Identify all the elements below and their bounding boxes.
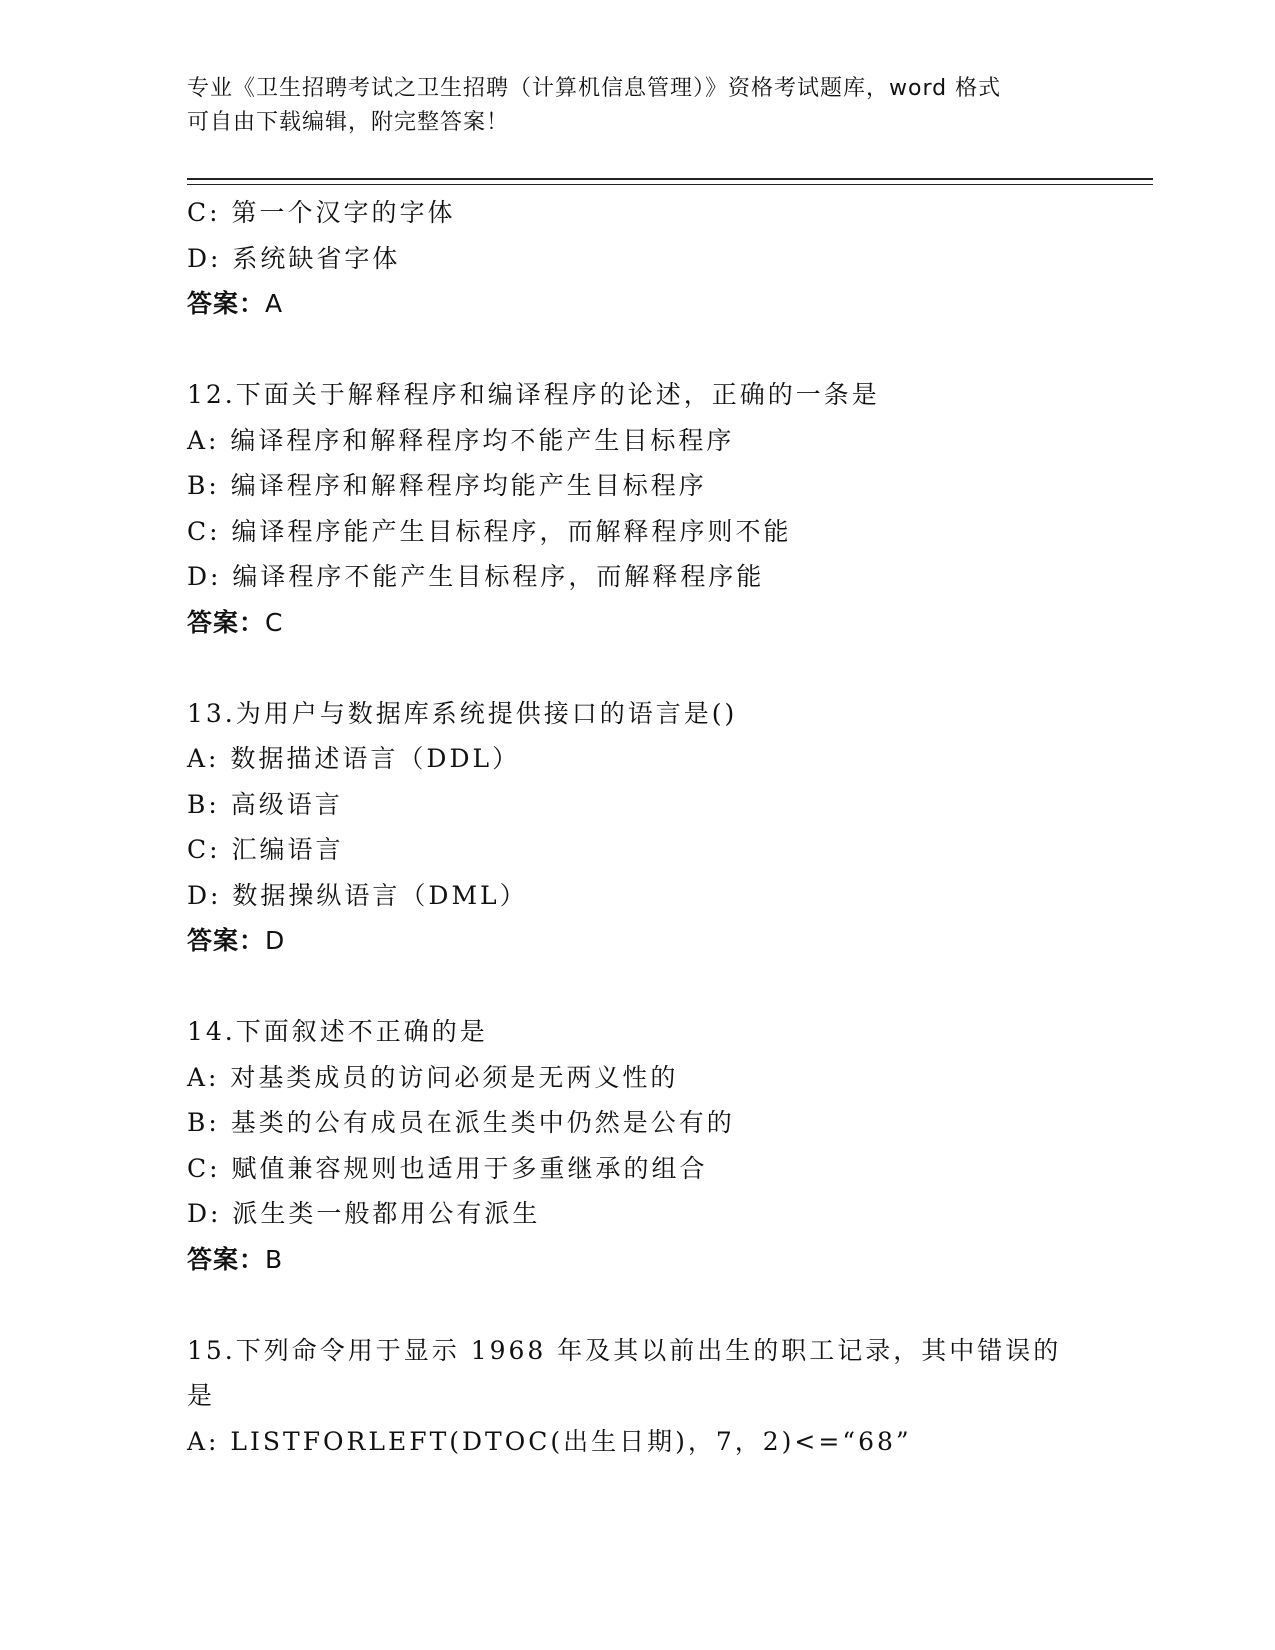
question-12 bbox=[187, 372, 1087, 645]
header-line-1: 专业《卫生招聘考试之卫生招聘（计算机信息管理）》资格考试题库，word 格式 bbox=[187, 76, 1002, 101]
q11-answer-value: A bbox=[265, 289, 284, 318]
q14-answer-label: 答案： bbox=[187, 1244, 266, 1274]
q15-stem-line-1: 15.下列命令用于显示 1968 年及其以前出生的职工记录，其中错误的 bbox=[187, 1335, 1062, 1365]
document-header bbox=[187, 72, 1087, 140]
q11-option-c: C: 第一个汉字的字体 bbox=[187, 198, 456, 227]
q15-option-a: A: LISTFORLEFT(DTOC(出生日期)，7，2)<=“68” bbox=[187, 1426, 912, 1456]
spacer bbox=[187, 645, 1087, 691]
header-divider-thick bbox=[187, 178, 1153, 180]
q12-option-a: A: 编译程序和解释程序均不能产生目标程序 bbox=[187, 425, 735, 455]
header-line-2: 可自由下载编辑，附完整答案！ bbox=[187, 110, 510, 135]
question-11-tail bbox=[187, 190, 1087, 327]
q13-option-a: A: 数据描述语言（DDL） bbox=[187, 744, 521, 773]
spacer bbox=[187, 964, 1087, 1010]
q14-stem: 14.下面叙述不正确的是 bbox=[187, 1017, 488, 1046]
q13-option-d: D: 数据操纵语言（DML） bbox=[187, 880, 528, 910]
q14-option-c: C: 赋值兼容规则也适用于多重继承的组合 bbox=[187, 1153, 708, 1183]
spacer bbox=[187, 327, 1087, 373]
q12-answer-label: 答案： bbox=[187, 607, 266, 637]
q14-answer-value: B bbox=[265, 1244, 284, 1274]
spacer bbox=[187, 1282, 1087, 1328]
q12-option-c: C: 编译程序能产生目标程序，而解释程序则不能 bbox=[187, 516, 792, 546]
q11-answer bbox=[187, 281, 1087, 327]
question-13 bbox=[187, 691, 1087, 964]
q12-option-d: D: 编译程序不能产生目标程序，而解释程序能 bbox=[187, 562, 765, 591]
q14-option-d: D: 派生类一般都用公有派生 bbox=[187, 1199, 541, 1228]
q13-answer bbox=[187, 918, 1087, 964]
q12-option-b: B: 编译程序和解释程序均能产生目标程序 bbox=[187, 471, 707, 500]
q12-answer bbox=[187, 600, 1087, 646]
header-divider-thin bbox=[187, 184, 1153, 185]
question-list bbox=[187, 190, 1087, 1464]
q11-option-d: D: 系统缺省字体 bbox=[187, 243, 401, 273]
q12-stem: 12.下面关于解释程序和编译程序的论述，正确的一条是 bbox=[187, 380, 880, 409]
q13-stem: 13.为用户与数据库系统提供接口的语言是() bbox=[187, 698, 738, 728]
q14-option-b: B: 基类的公有成员在派生类中仍然是公有的 bbox=[187, 1108, 735, 1137]
q13-option-b: B: 高级语言 bbox=[187, 789, 343, 819]
q14-option-a: A: 对基类成员的访问必须是无两义性的 bbox=[187, 1062, 679, 1092]
q13-answer-label: 答案： bbox=[187, 926, 266, 955]
q15-stem-line-2: 是 bbox=[187, 1381, 216, 1410]
q11-answer-label: 答案： bbox=[187, 289, 266, 318]
q14-answer bbox=[187, 1237, 1087, 1283]
q13-option-c: C: 汇编语言 bbox=[187, 835, 344, 864]
question-14 bbox=[187, 1009, 1087, 1282]
q13-answer-value: D bbox=[265, 926, 286, 955]
question-15 bbox=[187, 1328, 1087, 1465]
q12-answer-value: C bbox=[265, 607, 284, 637]
